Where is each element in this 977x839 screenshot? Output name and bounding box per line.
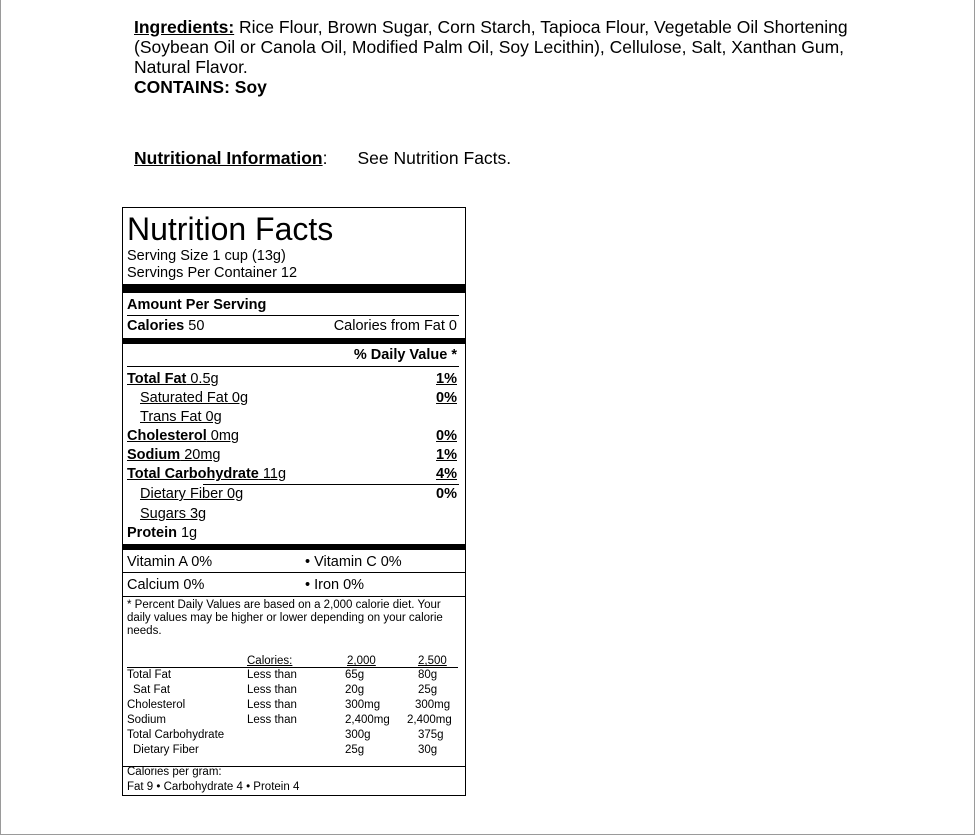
calories-label: Calories	[127, 318, 185, 334]
divider	[123, 596, 465, 597]
calories-value: 50	[184, 318, 205, 334]
calories-from-fat: Calories from Fat 0	[333, 318, 457, 334]
divider	[127, 366, 459, 367]
ingredients-label: Ingredients:	[134, 17, 235, 37]
divider	[127, 315, 459, 316]
nutritional-information-label: Nutritional Information	[134, 148, 323, 168]
nutrient-row-protein: Protein 1g	[127, 525, 198, 541]
calcium: Calcium 0%	[127, 577, 205, 593]
calories-row	[127, 317, 457, 335]
ingredients-paragraph	[134, 17, 894, 97]
servings-per-container: Servings Per Container 12	[127, 265, 298, 281]
nutritional-information-colon: :	[322, 148, 328, 168]
daily-value-footnote: * Percent Daily Values are based on a 2,000 calorie diet. Your daily values may be higher or lower depending on your calorie needs.	[127, 599, 443, 637]
nutrient-row-dietary-fiber: Dietary Fiber 0g 0%	[140, 486, 457, 502]
nutritional-information-line	[134, 148, 511, 168]
daily-value-header: % Daily Value *	[353, 347, 457, 363]
minerals-row	[127, 576, 457, 594]
nutrition-facts-title: Nutrition Facts	[127, 211, 334, 247]
iron: • Iron 0%	[305, 577, 365, 593]
nutrient-row-total-fat: Total Fat 0.5g 1%	[127, 371, 457, 387]
amount-per-serving: Amount Per Serving	[127, 297, 267, 313]
serving-size: Serving Size 1 cup (13g)	[127, 248, 286, 264]
divider	[123, 572, 465, 573]
thick-divider-middle	[123, 338, 465, 344]
nutrient-row-saturated-fat: Saturated Fat 0g 0%	[140, 390, 457, 406]
vitamin-a: Vitamin A 0%	[127, 554, 213, 570]
ingredients-text: Rice Flour, Brown Sugar, Corn Starch, Tapioca Flour, Vegetable Oil Shortening (Soybean Oil or Canola Oil, Modified Palm Oil, Soy Lecithin), Cellulose, Salt, Xanthan Gum, Natural Flavor.	[134, 17, 848, 77]
thick-divider-bottom	[123, 544, 465, 550]
vitamins-row	[127, 553, 457, 571]
thick-divider-top	[123, 284, 465, 293]
nutrition-facts-label: Nutrition Facts Serving Size 1 cup (13g) Servings Per Container 12 Amount Per Serving Calories 50 Calories from Fat 0 % Daily Value * Total Fat 0.5g 1% Saturated Fat 0g 0% Trans Fat 0g Cholesterol 0mg 0% Sodium 20mg 1% Total Carbohydrate 11g 4% Dietary Fiber 0g 0% Sugars 3g Protein 1g Vitamin A 0% • Vitamin C 0% Calcium 0% • Iron 0% * Percent Daily Values are based on a 2,000 calorie diet. Your daily values may be higher or lower depending on your calorie needs. Calories: 2,000 2,500 Total Fat Less than 65g 80g Sat Fat Less than 20g 25g Cholesterol Less than 300mg 300mg Sodium Less than 2,400mg 2,400mg Total Carbohydrate 300g 375g Dietary Fiber 25g 30g Calories per gram: Fat 9 • Carbohydrate 4 • Protein 4	[122, 207, 466, 796]
calories-per-gram-values: Fat 9 • Carbohydrate 4 • Protein 4	[127, 781, 300, 793]
nutrient-row-sodium: Sodium 20mg 1%	[127, 447, 457, 463]
nutrient-row-trans-fat: Trans Fat 0g	[140, 409, 222, 425]
contains-statement: CONTAINS: Soy	[134, 77, 267, 97]
nutrient-row-cholesterol: Cholesterol 0mg 0%	[127, 428, 457, 444]
calories-per-gram-label: Calories per gram:	[127, 766, 222, 778]
nutritional-information-text: See Nutrition Facts.	[357, 148, 512, 168]
nutrient-row-total-carbohydrate: Total Carbohydrate 11g 4%	[127, 466, 457, 482]
vitamin-c: • Vitamin C 0%	[305, 554, 402, 570]
nutrient-row-sugars: Sugars 3g	[140, 506, 207, 522]
